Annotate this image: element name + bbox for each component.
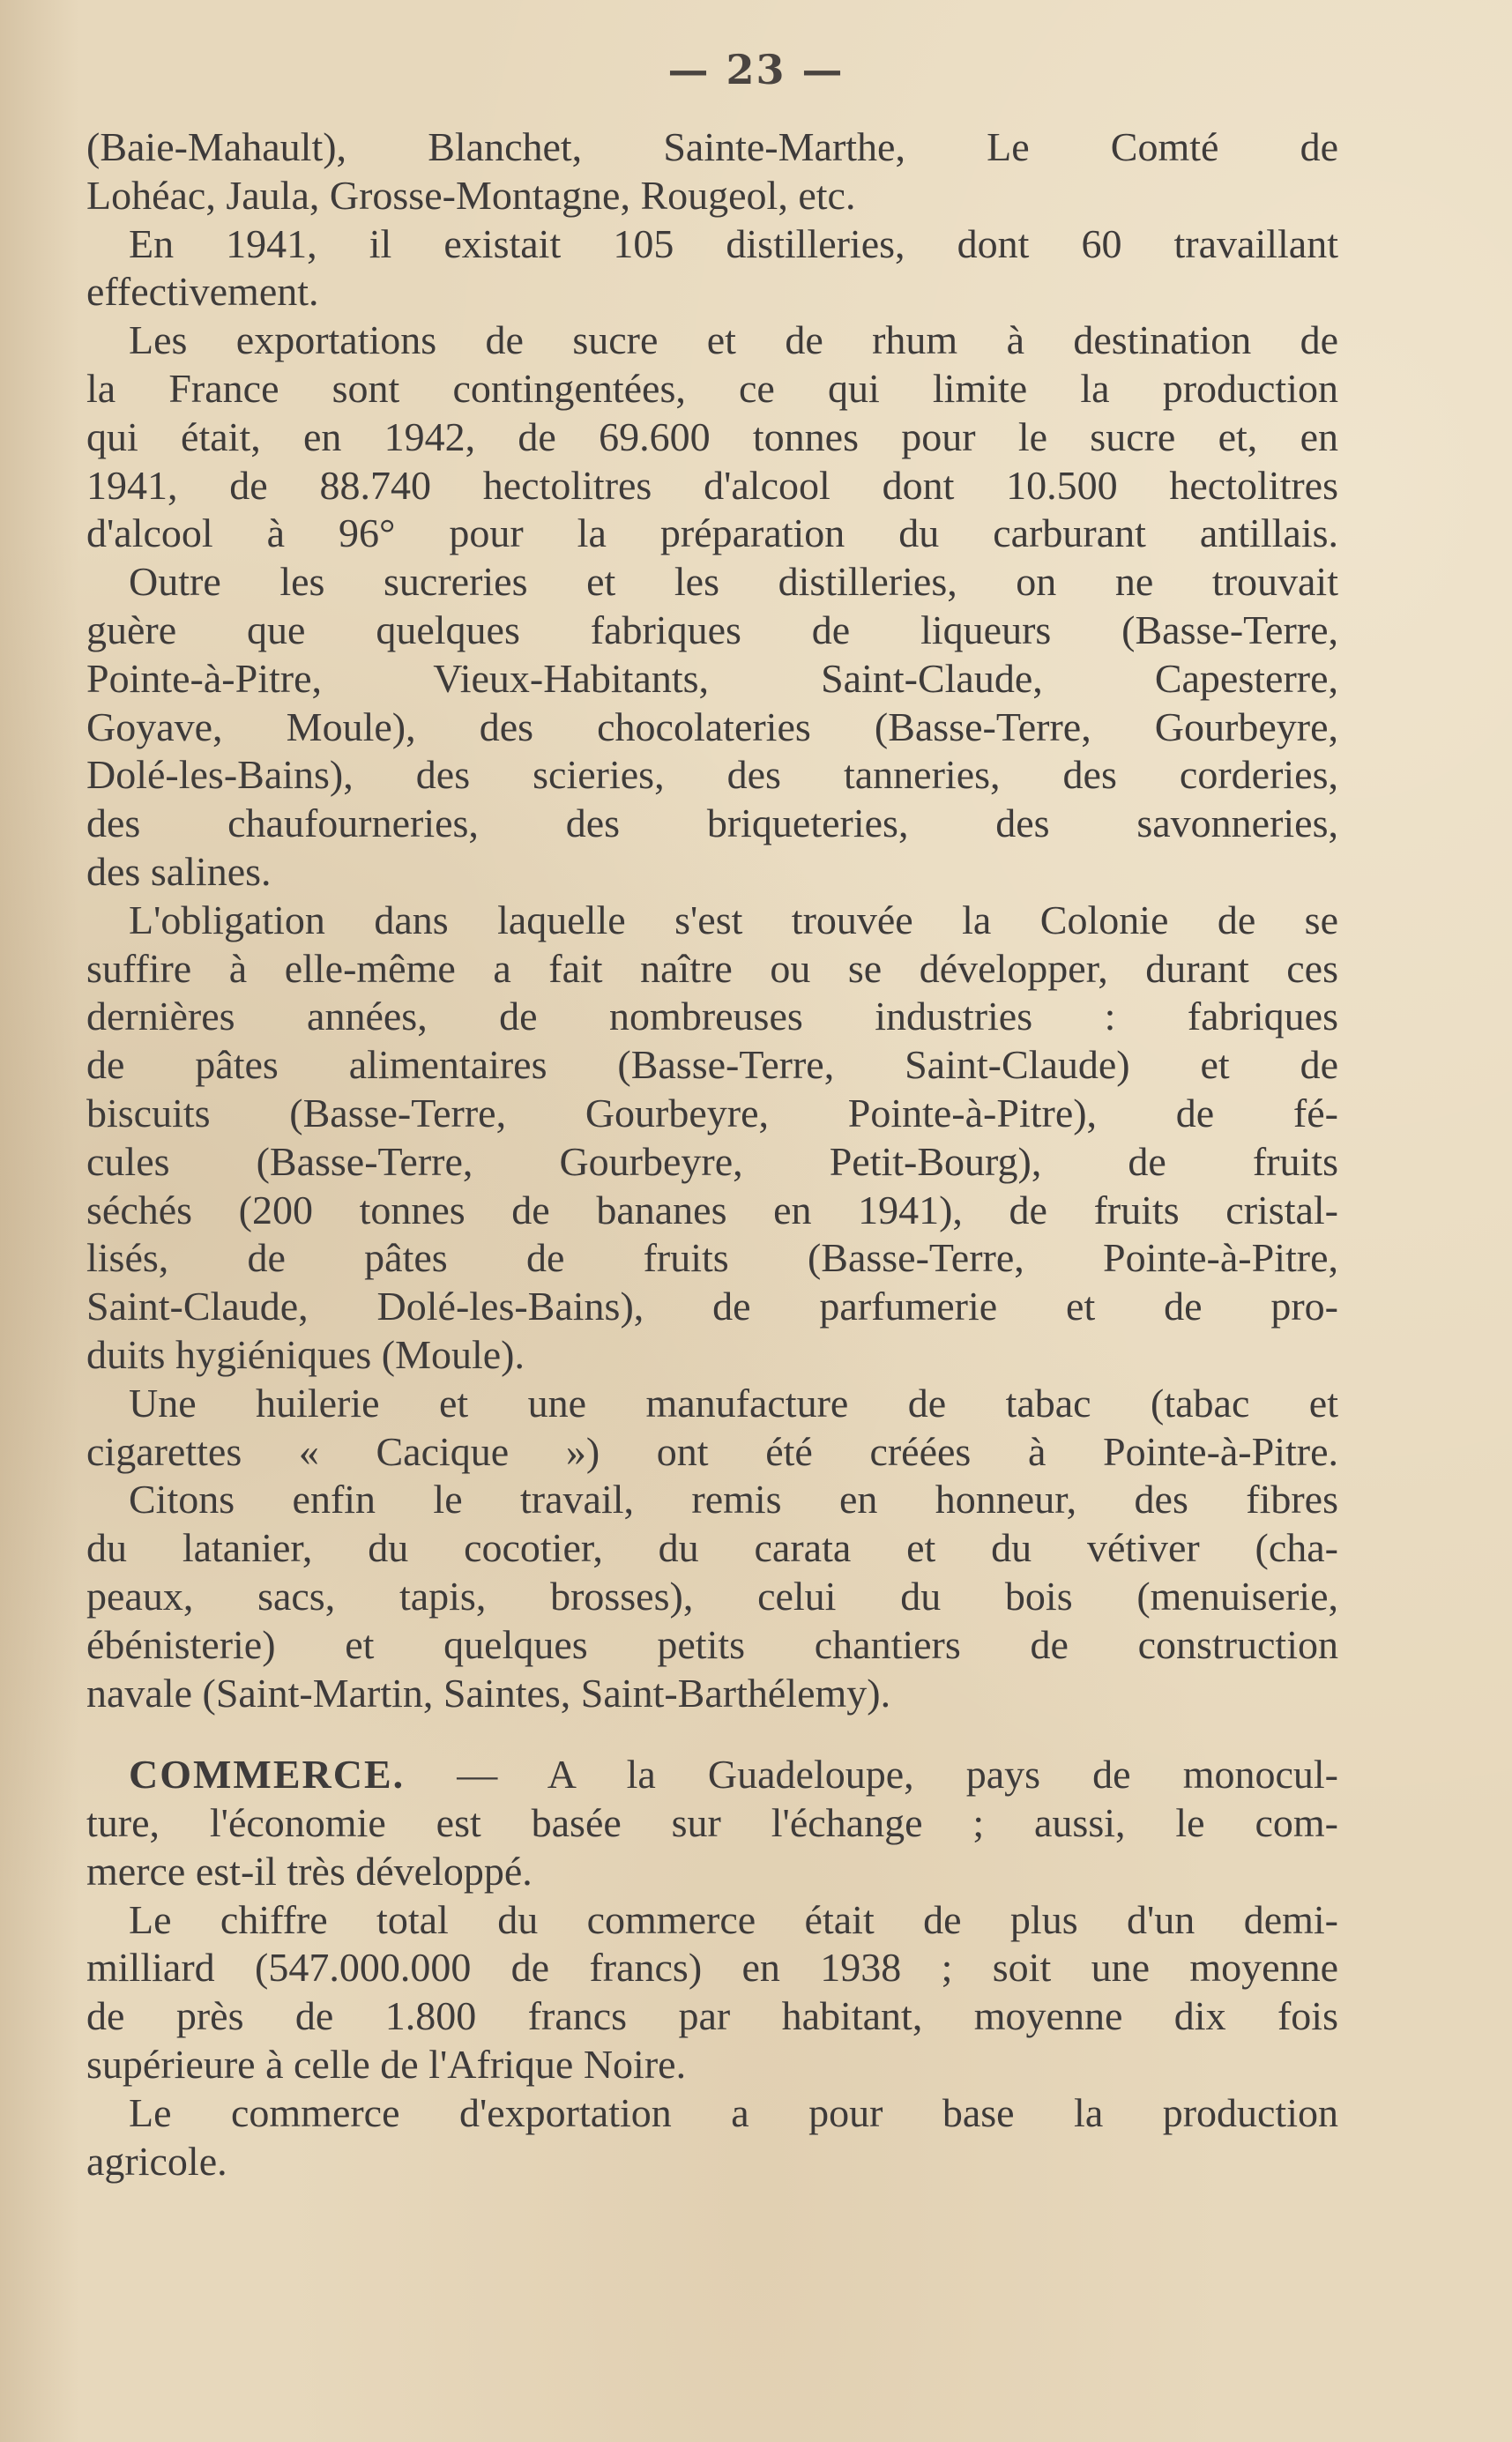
paragraph bbox=[86, 2089, 1338, 2186]
text-line: duits hygiéniques (Moule). bbox=[86, 1331, 525, 1377]
text-line: ébénisterie) et quelques petits chantiers de construction bbox=[86, 1621, 1338, 1667]
paragraph bbox=[86, 1380, 1338, 1477]
text-line: des chaufourneries, des briqueteries, des savonneries, bbox=[86, 800, 1338, 846]
text-line: dernières années, de nombreuses industries : fabriques bbox=[86, 994, 1338, 1039]
text-line: biscuits (Basse-Terre, Gourbeyre, Pointe-à-Pitre), de fé- bbox=[86, 1090, 1338, 1135]
paragraph bbox=[86, 1476, 1338, 1717]
text-line: du latanier, du cocotier, du carata et du vétiver (cha- bbox=[86, 1525, 1338, 1571]
text-line: milliard (547.000.000 de francs) en 1938 ; soit une moyenne bbox=[86, 1945, 1338, 1991]
text-line: cules (Basse-Terre, Gourbeyre, Petit-Bourg), de fruits bbox=[86, 1138, 1338, 1184]
text-line: des salines. bbox=[86, 848, 272, 894]
text-line: merce est-il très développé. bbox=[86, 1848, 533, 1894]
text-line: effectivement. bbox=[86, 269, 319, 315]
text-line: de près de 1.800 francs par habitant, moyenne dix fois bbox=[86, 1993, 1338, 2039]
paragraph bbox=[86, 123, 1338, 220]
text-line: Outre les sucreries et les distilleries, on ne trouvait bbox=[129, 559, 1338, 605]
paragraph bbox=[86, 558, 1338, 897]
text-line: d'alcool à 96° pour la préparation du carburant antillais. bbox=[86, 510, 1338, 556]
text-line: la France sont contingentées, ce qui limite la production bbox=[86, 365, 1338, 411]
text-line: Goyave, Moule), des chocolateries (Basse-Terre, Gourbeyre, bbox=[86, 704, 1338, 749]
section-heading: COMMERCE. bbox=[129, 1752, 406, 1798]
text-line: Saint-Claude, Dolé-les-Bains), de parfumerie et de pro- bbox=[86, 1284, 1338, 1329]
page-number: — 23 — bbox=[667, 46, 845, 93]
text-line: Une huilerie et une manufacture de tabac (tabac et bbox=[129, 1380, 1338, 1426]
text-line: Le chiffre total du commerce était de plus d'un demi- bbox=[129, 1896, 1338, 1942]
text-line: supérieure à celle de l'Afrique Noire. bbox=[86, 2042, 687, 2088]
paragraph bbox=[86, 316, 1338, 558]
text-line: En 1941, il existait 105 distilleries, dont 60 travaillant bbox=[129, 220, 1338, 266]
text-line: Pointe-à-Pitre, Vieux-Habitants, Saint-Claude, Capesterre, bbox=[86, 655, 1338, 701]
body-text bbox=[86, 123, 1338, 2185]
text-line bbox=[86, 1751, 1338, 1799]
text-line: L'obligation dans laquelle s'est trouvée la Colonie de se bbox=[129, 897, 1338, 942]
text-line: peaux, sacs, tapis, brosses), celui du bois (menuiserie, bbox=[86, 1573, 1338, 1619]
page-edge-stain bbox=[0, 0, 79, 2442]
text-line: Citons enfin le travail, remis en honneur, des fibres bbox=[129, 1477, 1338, 1523]
text-line: séchés (200 tonnes de bananes en 1941), de fruits cristal- bbox=[86, 1187, 1338, 1232]
text-line: Dolé-les-Bains), des scieries, des tanneries, des corderies, bbox=[86, 752, 1338, 798]
paragraph bbox=[86, 897, 1338, 1380]
section-gap bbox=[86, 1717, 1338, 1751]
text-line: ture, l'économie est basée sur l'échange ; aussi, le com- bbox=[86, 1800, 1338, 1846]
text-line: lisés, de pâtes de fruits (Basse-Terre, Pointe-à-Pitre, bbox=[86, 1235, 1338, 1281]
text-line: (Baie-Mahault), Blanchet, Sainte-Marthe, Le Comté de bbox=[86, 124, 1338, 169]
paragraph bbox=[86, 1896, 1338, 2089]
text-line: suffire à elle-même a fait naître ou se développer, durant ces bbox=[86, 945, 1338, 991]
text-line: Le commerce d'exportation a pour base la production bbox=[129, 2089, 1338, 2135]
text-line: agricole. bbox=[86, 2138, 227, 2184]
text-line: Les exportations de sucre et de rhum à destination de bbox=[129, 317, 1338, 363]
text-line: 1941, de 88.740 hectolitres d'alcool dont 10.500 hectolitres bbox=[86, 462, 1338, 508]
text-line: guère que quelques fabriques de liqueurs (Basse-Terre, bbox=[86, 607, 1338, 652]
text-line: Lohéac, Jaula, Grosse-Montagne, Rougeol, etc. bbox=[86, 172, 856, 218]
text-line: qui était, en 1942, de 69.600 tonnes pour le sucre et, en bbox=[86, 413, 1338, 459]
paragraph bbox=[44, 220, 1338, 317]
commerce-section bbox=[86, 1751, 1338, 1895]
text-line: de pâtes alimentaires (Basse-Terre, Saint-Claude) et de bbox=[86, 1042, 1338, 1088]
text-line: navale (Saint-Martin, Saintes, Saint-Barthélemy). bbox=[86, 1670, 891, 1716]
text-line: cigarettes « Cacique ») ont été créées à Pointe-à-Pitre. bbox=[86, 1428, 1338, 1474]
heading-line-rest: — A la Guadeloupe, pays de monocul- bbox=[405, 1752, 1338, 1798]
